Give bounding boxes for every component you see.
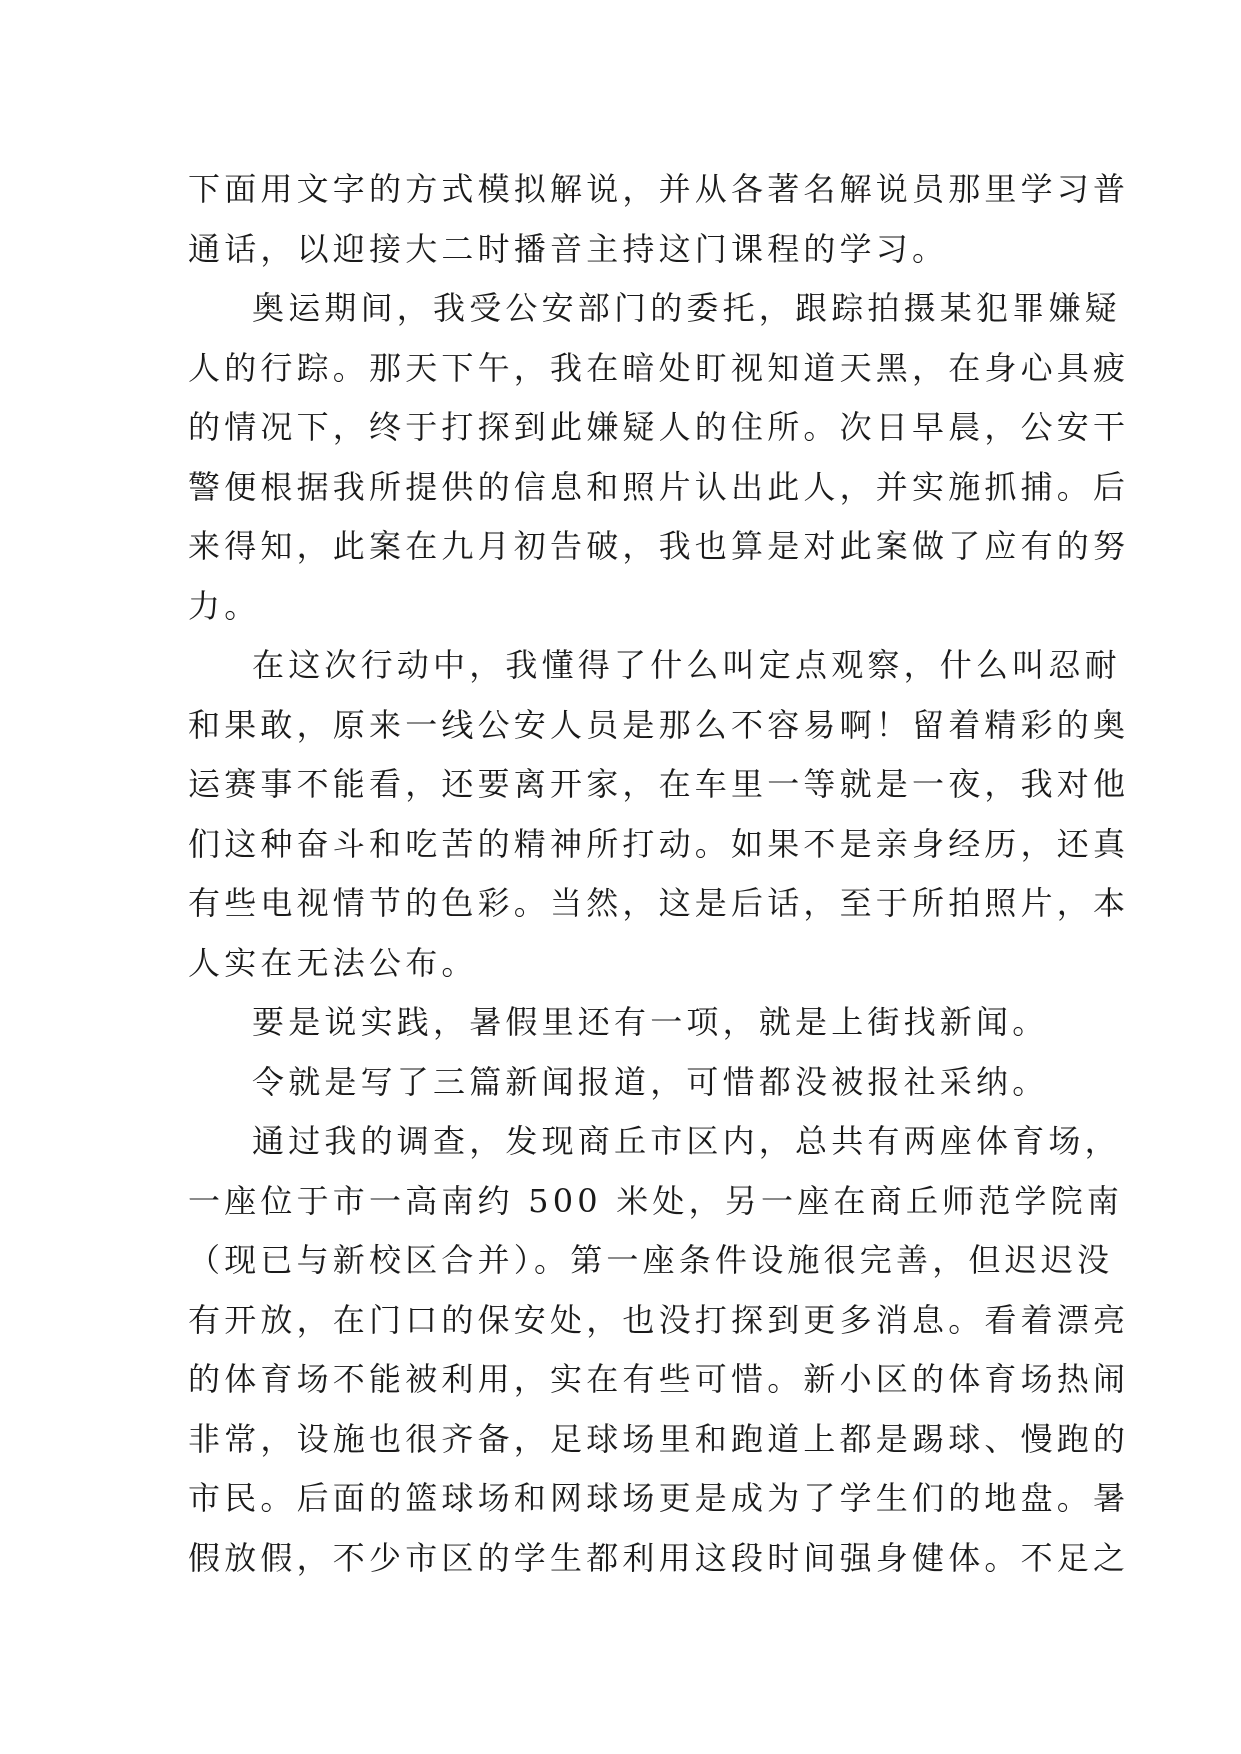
text-line: 有开放，在门口的保安处，也没打探到更多消息。看着漂亮 — [188, 1300, 1130, 1339]
text-line: 运赛事不能看，还要离开家，在车里一等就是一夜，我对他 — [188, 765, 1130, 803]
text-line: 的情况下，终于打探到此嫌疑人的住所。次日早晨，公安干 — [188, 408, 1130, 446]
text-line: 人的行踪。那天下午，我在暗处盯视知道天黑，在身心具疲 — [188, 348, 1130, 387]
text-line: 一座位于市一高南约 500 米处，另一座在商丘师范学院南 — [188, 1181, 1124, 1220]
text-line: 们这种奋斗和吃苦的精神所打动。如果不是亲身经历，还真 — [188, 824, 1130, 863]
text-line: 非常，设施也很齐备，足球场里和跑道上都是踢球、慢跑的 — [188, 1419, 1130, 1458]
text-line: 力。 — [188, 586, 261, 625]
text-line: 警便根据我所提供的信息和照片认出此人，并实施抓捕。后 — [188, 467, 1130, 506]
text-line: 要是说实践，暑假里还有一项，就是上街找新闻。 — [252, 1003, 1049, 1041]
text-line: 人实在无法公布。 — [188, 943, 478, 982]
document-body — [188, 160, 1130, 1588]
text-line: 下面用文字的方式模拟解说，并从各著名解说员那里学习普 — [188, 170, 1130, 208]
text-line: 通过我的调查，发现商丘市区内，总共有两座体育场， — [252, 1122, 1121, 1160]
text-line: 市民。后面的篮球场和网球场更是成为了学生们的地盘。暑 — [188, 1479, 1130, 1517]
text-line: 奥运期间，我受公安部门的委托，跟踪拍摄某犯罪嫌疑 — [252, 289, 1121, 327]
text-line: 令就是写了三篇新闻报道，可惜都没被报社采纳。 — [252, 1062, 1049, 1101]
text-line: 假放假，不少市区的学生都利用这段时间强身健体。不足之 — [188, 1538, 1130, 1577]
text-line: 和果敢，原来一线公安人员是那么不容易啊！留着精彩的奥 — [188, 705, 1130, 744]
text-line: 在这次行动中，我懂得了什么叫定点观察，什么叫忍耐 — [252, 646, 1121, 684]
text-line: 有些电视情节的色彩。当然，这是后话，至于所拍照片，本 — [188, 884, 1130, 922]
text-line: （现已与新校区合并）。第一座条件设施很完善，但迟迟没 — [188, 1241, 1114, 1279]
text-line: 的体育场不能被利用，实在有些可惜。新小区的体育场热闹 — [188, 1360, 1130, 1398]
text-line: 来得知，此案在九月初告破，我也算是对此案做了应有的努 — [188, 527, 1130, 565]
text-line: 通话，以迎接大二时播音主持这门课程的学习。 — [188, 229, 949, 268]
